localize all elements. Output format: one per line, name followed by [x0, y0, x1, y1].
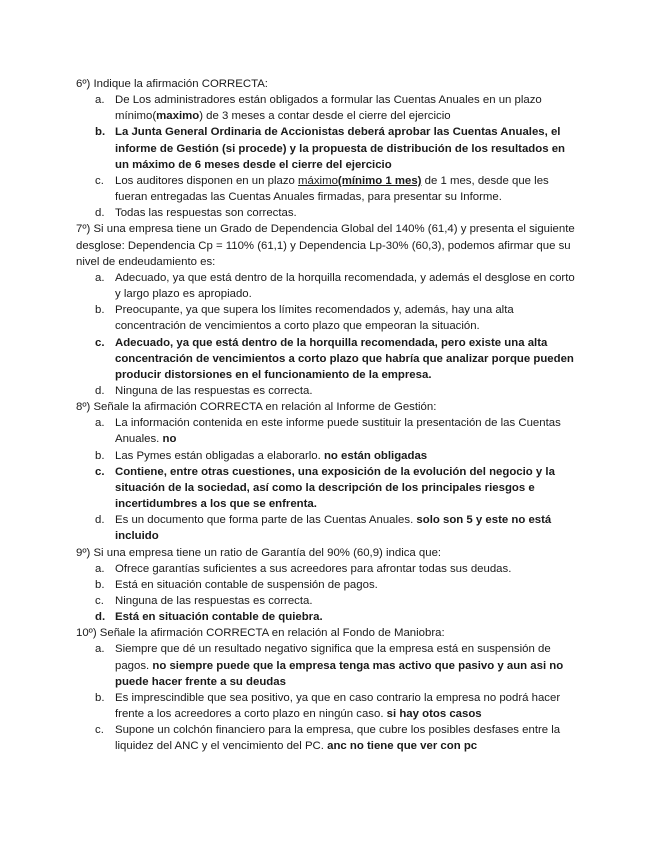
- annotation-note: solo son 5 y este no está incluido: [115, 514, 552, 543]
- underlined-text: máximo: [298, 174, 338, 187]
- option-letter: d.: [95, 384, 105, 397]
- option-7a: a. Adecuado, ya que está dentro de la horquilla recomendada, y además el desglose en corto y largo plazo es apropiado.: [95, 271, 575, 301]
- annotation-note: no están obligadas: [323, 449, 428, 462]
- option-letter: a.: [95, 562, 105, 575]
- question-8-stem: 8º) Señale la afirmación CORRECTA en relación al Informe de Gestión:: [76, 401, 437, 414]
- option-8a: a. La información contenida en este informe puede sustituir la presentación de las Cuentas Anuales. no: [95, 417, 561, 446]
- emphasis: maximo: [156, 110, 200, 123]
- option-letter: b.: [95, 449, 105, 462]
- option-6a: a. De Los administradores están obligados a formular las Cuentas Anuales en un plazo mínimo(maximo) de 3 meses a contar desde el cierre del ejercicio: [95, 94, 542, 123]
- option-letter: d.: [95, 514, 105, 527]
- option-letter: c.: [95, 465, 105, 478]
- option-letter: b.: [95, 578, 105, 591]
- annotation-note: anc no tiene que ver con pc: [327, 740, 478, 753]
- option-7c: c. Adecuado, ya que está dentro de la horquilla recomendada, pero existe una alta concentración de vencimientos a corto plazo que habría que analizar porque pueden producir distorsiones en el funcionamiento de la empresa.: [95, 336, 574, 381]
- option-letter: a.: [95, 417, 105, 430]
- annotation-note: no siempre puede que la empresa tenga mas activo que pasivo y aun asi no puede hacer frente a su deudas: [115, 659, 564, 688]
- annotation-note: no: [162, 433, 177, 446]
- option-letter: c.: [95, 174, 104, 187]
- option-8d: d. Es un documento que forma parte de las Cuentas Anuales. solo son 5 y este no está incluido: [95, 514, 552, 543]
- question-6-stem: 6º) Indique la afirmación CORRECTA:: [76, 78, 268, 90]
- option-letter: a.: [95, 94, 105, 107]
- question-9-stem: 9º) Si una empresa tiene un ratio de Garantía del 90% (60,9) indica que:: [76, 546, 442, 559]
- option-6d: d. Todas las respuestas son correctas.: [76, 205, 576, 221]
- option-letter: b.: [95, 691, 105, 704]
- option-letter: b.: [95, 304, 105, 317]
- option-6b: b. La Junta General Ordinaria de Accionistas deberá aprobar las Cuentas Anuales, el informe de Gestión (si procede) y la propuesta de distribución de los resultados en un máximo de 6 meses desde el cierre del ejercicio: [95, 126, 566, 171]
- question-7-stem: 7º) Si una empresa tiene un Grado de Dependencia Global del 140% (61,4) y presenta el siguiente desglose: Dependencia Cp = 110% (61,1) y Dependencia Lp-30% (60,3), podemos afirmar que su nivel de endeudamiento es:: [76, 223, 575, 268]
- option-letter: d.: [95, 611, 106, 624]
- option-8c: c. Contiene, entre otras cuestiones, una exposición de la evolución del negocio y la situación de la sociedad, así como la descripción de los principales riesgos e incertidumbres a los que se enfrenta.: [95, 465, 555, 511]
- option-letter: a.: [95, 643, 105, 656]
- option-letter: c.: [95, 595, 104, 607]
- option-8b: b. Las Pymes están obligadas a elaborarlo. no están obligadas: [76, 448, 576, 464]
- option-7b: b. Preocupante, ya que supera los límites recomendados y, además, hay una alta concentración de vencimientos a corto plazo que empeoran la situación.: [95, 304, 514, 333]
- option-6c: c. Los auditores disponen en un plazo máximo(mínimo 1 mes) de 1 mes, desde que les fueran entregadas las Cuentas Anuales firmadas, para presentar su Informe.: [95, 174, 549, 204]
- option-letter: c.: [95, 724, 104, 737]
- option-10a: a. Siempre que dé un resultado negativo significa que la empresa está en suspensión de pagos. no siempre puede que la empresa tenga mas activo que pasivo y aun asi no puede hacer frente a su deudas: [95, 643, 564, 688]
- option-9a: a. Ofrece garantías suficientes a sus acreedores para afrontar todas sus deudas.: [76, 561, 576, 577]
- option-letter: c.: [95, 336, 105, 349]
- option-9d: d. Está en situación contable de quiebra.: [76, 609, 576, 625]
- option-letter: d.: [95, 207, 105, 220]
- option-7d: d. Ninguna de las respuestas es correcta.: [76, 383, 576, 399]
- option-9c: c. Ninguna de las respuestas es correcta.: [76, 593, 576, 609]
- option-10b: b. Es imprescindible que sea positivo, ya que en caso contrario la empresa no podrá hacer frente a los acreedores a corto plazo en ningún caso. si hay otos casos: [95, 691, 561, 721]
- option-9b: b. Está en situación contable de suspensión de pagos.: [76, 577, 576, 593]
- option-letter: a.: [95, 271, 105, 284]
- option-10c: c. Supone un colchón financiero para la empresa, que cubre los posibles desfases entre la liquidez del ANC y el vencimiento del PC. anc no tiene que ver con pc: [95, 724, 561, 753]
- annotation-note: (mínimo 1 mes): [337, 174, 422, 187]
- option-letter: b.: [95, 126, 106, 139]
- annotation-note: si hay otos casos: [386, 708, 482, 721]
- question-10-stem: 10º) Señale la afirmación CORRECTA en relación al Fondo de Maniobra:: [76, 627, 445, 640]
- exam-questions: [76, 76, 576, 755]
